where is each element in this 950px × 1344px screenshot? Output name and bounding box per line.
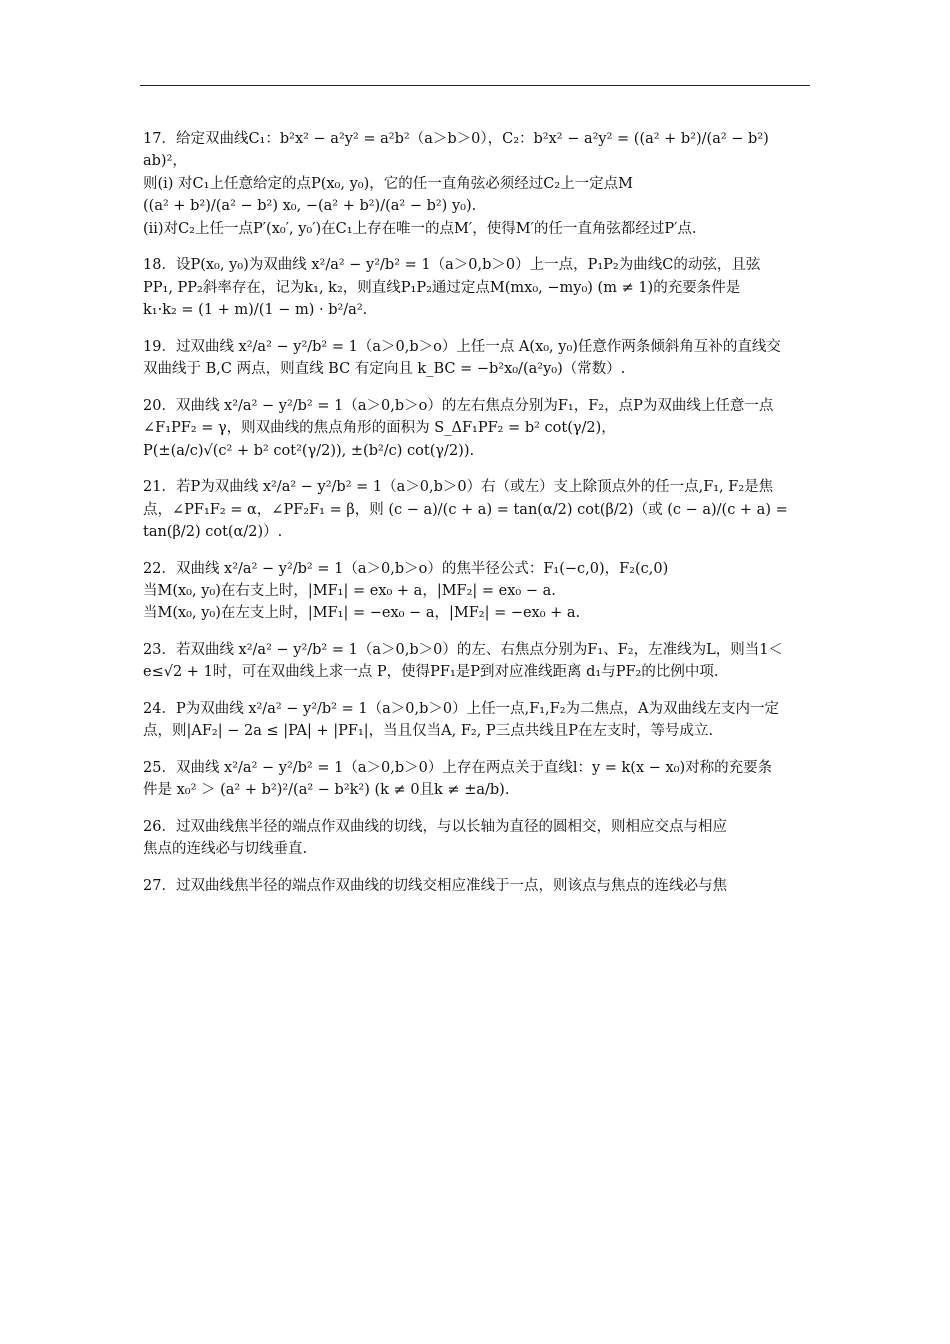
item-line: 17．给定双曲线C₁：b²x² − a²y² = a²b²（a＞b＞0），C₂：b²x² − a²y² = ((a² + b²)/(a² − b²) ab)²， xyxy=(143,131,769,170)
item-line: 双曲线于 B,C 两点，则直线 BC 有定向且 k_BC = −b²x₀/(a²y₀)（常数）. xyxy=(143,361,626,378)
item-line: 当M(x₀, y₀)在右支上时，|MF₁| = ex₀ + a，|MF₂| = ex₀ − a. xyxy=(143,582,556,599)
item-line: ∠F₁PF₂ = γ，则双曲线的焦点角形的面积为 S_ΔF₁PF₂ = b² cot(γ/2)， xyxy=(143,420,616,437)
item-line: P(±(a/c)√(c² + b² cot²(γ/2)), ±(b²/c) cot(γ/2)). xyxy=(143,442,475,459)
item-line: 18．设P(x₀, y₀)为双曲线 x²/a² − y²/b² = 1（a＞0,b＞0）上一点，P₁P₂为曲线C的动弦，且弦 xyxy=(143,257,761,274)
item-22 xyxy=(143,558,810,625)
item-19 xyxy=(143,336,810,381)
item-line: (ii)对C₂上任一点P′(x₀′, y₀′)在C₁上存在唯一的点M′，使得M′的任一直角弦都经过P′点. xyxy=(143,220,697,237)
item-line: 点，∠PF₁F₂ = α，∠PF₂F₁ = β，则 (c − a)/(c + a) = tan(α/2) cot(β/2)（或 (c − a)/(c + a) = tan(β/2) cot(α/2)）. xyxy=(143,501,788,541)
item-26 xyxy=(143,816,810,861)
item-line: 件是 x₀² ＞ (a² + b²)²/(a² − b²k²) (k ≠ 0且k ≠ ±a/b). xyxy=(143,782,510,799)
item-line: 20．双曲线 x²/a² − y²/b² = 1（a＞0,b＞o）的左右焦点分别为F₁，F₂，点P为双曲线上任意一点 xyxy=(143,397,774,414)
item-23 xyxy=(143,639,810,684)
item-line: 22．双曲线 x²/a² − y²/b² = 1（a＞0,b＞o）的焦半径公式：F₁(−c,0)，F₂(c,0) xyxy=(143,560,669,577)
item-line: 21．若P为双曲线 x²/a² − y²/b² = 1（a＞0,b＞0）右（或左）支上除顶点外的任一点,F₁, F₂是焦 xyxy=(143,479,774,496)
header-rule xyxy=(140,85,810,86)
item-line: 24．P为双曲线 x²/a² − y²/b² = 1（a＞0,b＞0）上任一点,F₁,F₂为二焦点，A为双曲线左支内一定 xyxy=(143,700,780,717)
item-line: 25．双曲线 x²/a² − y²/b² = 1（a＞0,b＞0）上存在两点关于直线l：y = k(x − x₀)对称的充要条 xyxy=(143,759,773,776)
item-line: 19．过双曲线 x²/a² − y²/b² = 1（a＞0,b＞o）上任一点 A(x₀, y₀)任意作两条倾斜角互补的直线交 xyxy=(143,338,781,355)
item-line: 当M(x₀, y₀)在左支上时，|MF₁| = −ex₀ − a，|MF₂| = −ex₀ + a. xyxy=(143,605,581,622)
item-line: 26．过双曲线焦半径的端点作双曲线的切线，与以长轴为直径的圆相交，则相应交点与相应 xyxy=(143,818,727,835)
item-17 xyxy=(143,128,810,240)
item-line: k₁·k₂ = (1 + m)/(1 − m) · b²/a². xyxy=(143,302,368,319)
item-24 xyxy=(143,698,810,743)
item-line: e≤√2 + 1时，可在双曲线上求一点 P，使得PF₁是P到对应准线距离 d₁与PF₂的比例中项. xyxy=(143,664,719,681)
item-25 xyxy=(143,757,810,802)
item-line: PP₁, PP₂斜率存在，记为k₁, k₂，则直线P₁P₂通过定点M(mx₀, −my₀) (m ≠ 1)的充要条件是 xyxy=(143,279,741,296)
item-line: 则(i) 对C₁上任意给定的点P(x₀, y₀)，它的任一直角弦必须经过C₂上一定点M xyxy=(143,175,634,192)
item-27 xyxy=(143,875,810,897)
item-20 xyxy=(143,395,810,462)
item-line: 23．若双曲线 x²/a² − y²/b² = 1（a＞0,b＞0）的左、右焦点分别为F₁、F₂，左准线为L，则当1＜ xyxy=(143,641,783,658)
item-line: 27．过双曲线焦半径的端点作双曲线的切线交相应准线于一点，则该点与焦点的连线必与焦 xyxy=(143,877,727,894)
item-line: ((a² + b²)/(a² − b²) x₀, −(a² + b²)/(a² − b²) y₀). xyxy=(143,198,477,215)
item-line: 焦点的连线必与切线垂直. xyxy=(143,841,308,858)
item-line: 点，则|AF₂| − 2a ≤ |PA| + |PF₁|，当且仅当A, F₂, P三点共线且P在左支时，等号成立. xyxy=(143,723,714,740)
item-21 xyxy=(143,476,810,543)
item-18 xyxy=(143,254,810,321)
document-body xyxy=(143,128,810,911)
